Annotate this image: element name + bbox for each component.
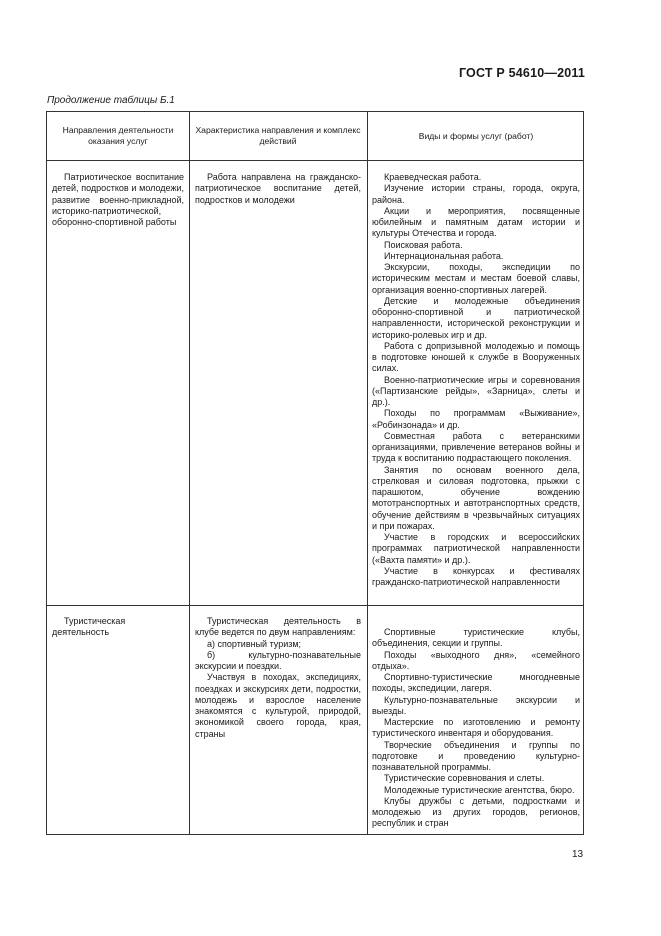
document-code: ГОСТ Р 54610—2011 — [458, 66, 585, 80]
service-item: Творческие объединения и группы по подготовке и проведению культурно-познавательной программы. — [372, 739, 580, 772]
characteristics-paragraph: Работа направлена на гражданско-патриотическое воспитание детей, подростков и молодежи — [195, 172, 361, 205]
row-1-services — [372, 172, 580, 588]
service-item: Поисковая работа. — [384, 239, 463, 250]
direction-text: Патриотическое воспитание детей, подростков и молодежи, развитие военно-прикладной, историко-патриотической, оборонно-спортивной работы — [52, 172, 184, 227]
column-header-services: Виды и формы услуг (работ) — [418, 130, 534, 141]
service-item: Занятия по основам военного дела, стрелковая и силовая подготовка, прыжки с парашютом, обучение вождению мототранспортных и автотранспортных средств, обучение действиям в чрезвычайных ситуациях и при пожарах. — [372, 464, 580, 531]
service-item: Участие в городских и всероссийских программах патриотической направленности («Вахта памяти» и др.). — [372, 532, 580, 565]
service-item: Краеведческая работа. — [384, 172, 482, 182]
service-item: Участие в конкурсах и фестивалях гражданско-патриотической направленности — [372, 565, 580, 587]
service-item: Молодежные туристические агентства, бюро. — [384, 784, 575, 795]
page-number: 13 — [572, 849, 584, 860]
service-item: Работа с допризывной молодежью и помощь в подготовке юношей к службе в Вооруженных силах. — [372, 340, 580, 374]
header-divider — [47, 160, 583, 161]
characteristics-paragraph: Туристическая деятельность в клубе ведется по двум направлениям: — [195, 616, 361, 638]
table-caption: Продолжение таблицы Б.1 — [47, 95, 175, 106]
service-item: Походы по программам «Выживание», «Робинзонада» и др. — [372, 408, 580, 430]
column-divider — [367, 112, 368, 834]
service-item: Совместная работа с ветеранскими организациями, привлечение ветеранов войны и труда к воспитанию подрастающего поколения. — [372, 430, 580, 464]
column-header-directions: Направления деятельности оказания услуг — [62, 125, 174, 146]
row-1-direction — [52, 172, 184, 228]
service-item: Военно-патриотические игры и соревнования («Партизанские рейды», «Зарница», слеты и др.). — [372, 374, 580, 407]
service-item: Мастерские по изготовлению и ремонту туристического инвентаря и оборудования. — [372, 717, 580, 739]
services-table — [46, 111, 584, 835]
service-item: Акции и мероприятия, посвященные юбилейным и памятным датам истории и культуры Отечества и города. — [372, 205, 580, 239]
column-header-characteristics: Характеристика направления и комплекс действий — [195, 125, 361, 146]
characteristics-paragraph: б) культурно-познавательные экскурсии и поездки. — [195, 649, 361, 671]
row-2-direction — [52, 616, 184, 639]
row-2-characteristics — [195, 616, 361, 740]
service-item: Детские и молодежные объединения оборонно-спортивной и патриотической направленности, исторической реконструкции и историко-ролевых игр и др. — [372, 295, 580, 340]
service-item: Изучение истории страны, города, округа, района. — [372, 183, 580, 205]
row-divider — [47, 605, 583, 606]
service-item: Клубы дружбы с детьми, подростками и молодежью из других городов, регионов, республик и стран — [372, 795, 580, 829]
row-1-characteristics — [195, 172, 361, 206]
service-item: Походы «выходного дня», «семейного отдыха». — [372, 649, 580, 671]
service-item: Интернациональная работа. — [384, 250, 504, 261]
characteristics-paragraph: а) спортивный туризм; — [207, 638, 302, 649]
service-item: Экскурсии, походы, экспедиции по историческим местам и местам боевой славы, организация военно-спортивных лагерей. — [372, 262, 580, 295]
service-item: Культурно-познавательные экскурсии и выезды. — [372, 694, 580, 716]
row-2-services — [372, 627, 580, 830]
service-item: Спортивно-туристические многодневные походы, экспедиции, лагеря. — [372, 672, 580, 694]
service-item: Спортивные туристические клубы, объединения, секции и группы. — [372, 627, 580, 649]
direction-text: Туристическая деятельность — [52, 616, 126, 638]
characteristics-paragraph: Участвуя в походах, экспедициях, поездках и экскурсиях дети, подростки, молодежь и взрослое население знакомятся с культурой, природой, экономикой своего города, края, страны — [195, 672, 361, 739]
column-divider — [189, 112, 190, 834]
service-item: Туристические соревнования и слеты. — [384, 773, 545, 784]
